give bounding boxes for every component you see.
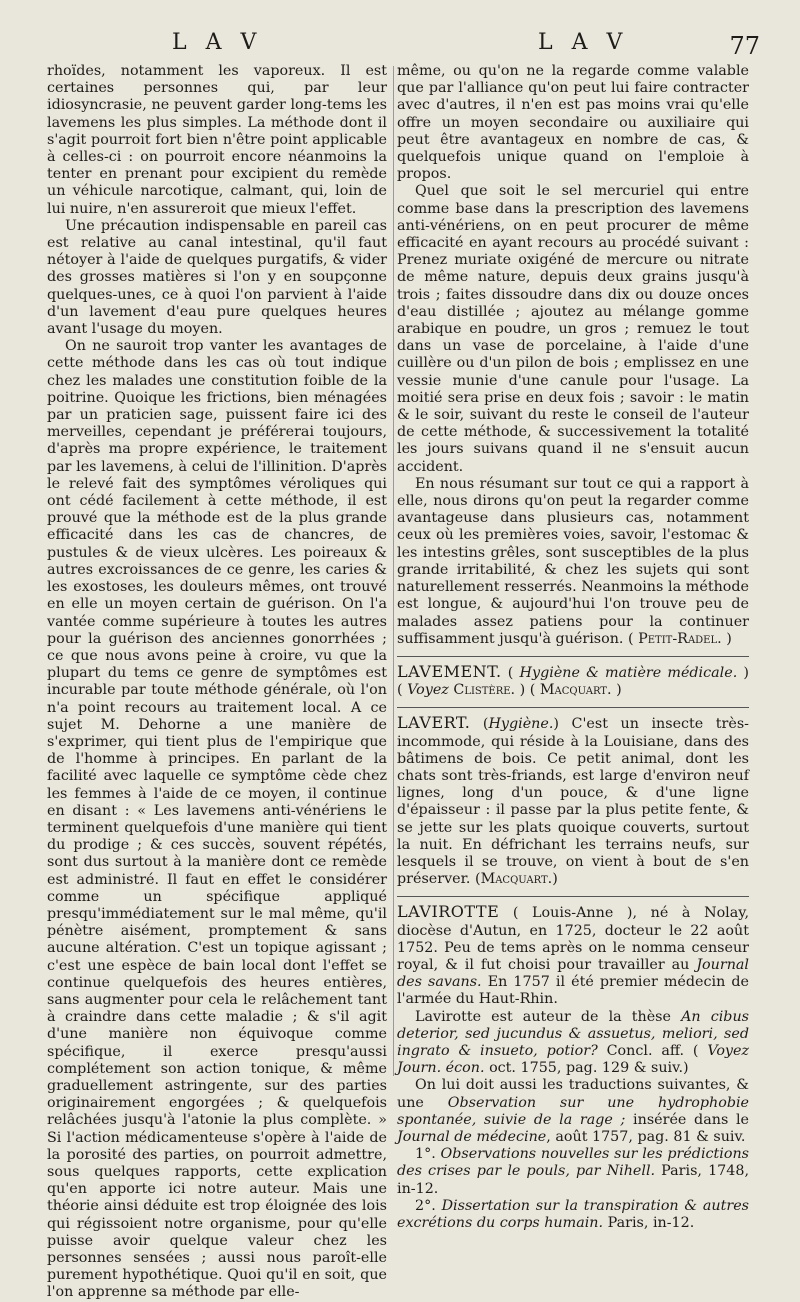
page-number: 77: [729, 32, 760, 60]
left-paragraph: On ne sauroit trop vanter les avantages de cette méthode dans les cas où tout indique chez les malades une constitution foible de la poitrine. Quoique les frictions, bien ménagées par un praticien sage, puissent faire ici des merveilles, cependant je préférerai toujours, d'après ma propre expérience, le traitement par les lavemens, à celui de l'illinition. D'après le relevé fait des symptômes véroliques qui ont cédé facilement à cette méthode, il est prouvé que la méthode est de la plus grande efficacité dans les cas de chancres, de pustules & de vieux ulcères. Les poireaux & autres excroissances de ce genre, les caries & les exostoses, les douleurs mêmes, ont trouvé en elle un moyen certain de guérison. On l'a vantée comme supérieure à toutes les autres pour la guérison des anciennes gonorrhées ; ce que nous avons peine à croire, vu que la plupart du tems ce genre de symptômes est incurable par toute méthode générale, où l'on n'a point recours au traitement local. A ce sujet M. Dehorne a une manière de s'exprimer, qui tient plus de l'empirique que de l'homme à principes. En parlant de la facilité avec laquelle ce symptôme cède chez les femmes à l'aide de ce moyen, il continue en disant : « Les lavemens anti-vénériens le terminent quelquefois d'une manière qui tient du prodige ; & ces succès, souvent répétés, sont dus surtout à la manière dont ce remède est administré. Il faut en effet le considérer comme un spécifique appliqué presqu'immédiatement sur le mal même, qu'il pénètre aisément, promptement & sans aucune altération. C'est un topique agissant ; c'est une espèce de bain local dont l'effet se continue quelquefois des heures entières, sans augmenter pour cela le relâchement tant à craindre dans cette maladie ; & s'il agit d'une manière non équivoque comme spécifique, il exerce presqu'aussi complétement son action tonique, & même graduellement astringente, sur des parties originairement engorgées ; & quelquefois relâchées jusqu'à l'atonie la plus complète. » Si l'action médicamenteuse s'opère à l'aide de la porosité des parties, on pourroit admettre, sous quelques rapports, cette explication qu'en apporte ici notre auteur. Mais une théorie ainsi déduite est trop éloignée des lois qui régissoient notre organisme, pour qu'elle puisse avoir quelque valeur chez les personnes sensées ; aussi nous paroît-elle purement hypothétique. Quoi qu'il en soit, que l'on apprenne sa méthode par elle-: [47, 338, 387, 1301]
author-signature: Petit-Radel.: [638, 630, 722, 647]
work-title: Observations nouvelles sur les prédictions des crises par le pouls, par Nihell.: [397, 1146, 750, 1180]
crossref-voyez: Voyez: [407, 682, 449, 699]
right-paragraph: même, ou qu'on ne la regarde comme valable que par l'alliance qu'on peut lui faire contracter avec d'autres, il n'en est pas moins vrai qu'elle offre un moyen secondaire ou auxiliaire qui peut être avantageux en nombre de cas, & quelquefois unique quand on l'emploie à propos.: [397, 63, 749, 183]
entry-lavert: LAVERT. (Hygiène.) C'est un insecte très-incommode, qui réside à la Louisiane, dans des bâtimens de bois. Ce petit animal, dont les chats sont très-friands, est large d'environ neuf lignes, long d'un pouce, & d'une ligne d'épaisseur : il passe par la plus petite fente, & se jette sur les plats quoique couverts, surtout la nuit. En défrichant les terrains neufs, sur lesquels il se trouve, on vient à bout de s'en préserver. (Macquart.): [397, 713, 750, 888]
crossref-voyez: Voyez Journ. écon.: [397, 1042, 750, 1077]
entry-headword: LAVEMENT.: [397, 661, 502, 681]
right-paragraph: En nous résumant sur tout ce qui a rapport à elle, nous dirons qu'on peut la regarder comme avantageuse dans plusieurs cas, notamment ceux où les premières voies, savoir, l'estomac & les intestins grêles, sont susceptibles de la plus grande irritabilité, & chez les sujets qui sont naturellement resserrés. Neanmoins la méthode est longue, & aujourd'hui l'on trouve peu de malades assez patiens pour la continuer suffisamment jusqu'à guérison. ( Petit-Radel. ): [397, 475, 749, 647]
entry-category: Hygiène & matière médicale.: [519, 664, 738, 681]
running-header: [50, 30, 760, 64]
work-title: Dissertation sur la transpiration & autres excrétions du corps humain.: [397, 1197, 750, 1231]
lavirotte-translations: On lui doit aussi les traductions suivantes, & une Observation sur une hydrophobie spontanée, suivie de la rage ; insérée dans le Journal de médecine, août 1757, pag. 81 & suiv.: [397, 1077, 749, 1145]
entry-rule: [397, 707, 749, 708]
bibliography-item: 2°. Dissertation sur la transpiration & autres excrétions du corps humain. Paris, in-12.: [397, 1197, 750, 1231]
right-paragraph: Quel que soit le sel mercuriel qui entre comme base dans la prescription des lavemens anti-vénériens, on en peut procurer de même efficacité en ayant recours au procédé suivant : Prenez muriate oxigéné de mercure ou nitrate de même nature, depuis deux grains jusqu'à trois ; faites dissoudre dans dix ou douze onces d'eau distillée ; ajoutez au mélange gomme arabique en poudre, un gros ; remuez le tout dans un vase de porcelaine, à l'aide d'une cuillère ou d'un pilon de bois ; emplissez en une vessie munie d'une canule pour l'usage. La moitié sera prise en deux fois ; savoir : le matin & le soir, suivant du reste le conseil de l'auteur de cette méthode, & successivement la totalité les jours suivans quand il ne s'ensuit aucun accident.: [397, 183, 749, 475]
left-column: [47, 63, 387, 1302]
lavirotte-thesis: Lavirotte est auteur de la thèse An cibus deterior, sed jucundus & assuetus, meliori, sed ingrato & insueto, potior? Concl. aff. ( Voyez Journ. écon. oct. 1755, pag. 129 & suiv.): [397, 1008, 750, 1077]
author-signature: Macquart.: [480, 871, 553, 888]
right-column: [397, 63, 749, 1232]
bibliography-item: 1°. Observations nouvelles sur les prédictions des crises par le pouls, par Nihell. Paris, 1748, in-12.: [397, 1146, 750, 1197]
journal-title: Journal de médecine: [397, 1128, 547, 1145]
entry-lavirotte: LAVIROTTE ( Louis-Anne ), né à Nolay, diocèse d'Autun, en 1725, docteur le 22 août 1752. Peu de tems après on le nomma censeur royal, & il fut choisi pour travailler au Journal des savans. En 1757 il été premier médecin de l'armée du Haut-Rhin.: [397, 902, 750, 1008]
entry-headword: LAVIROTTE: [397, 902, 500, 922]
author-signature: Macquart.: [539, 682, 612, 699]
left-paragraph: Une précaution indispensable en pareil cas est relative au canal intestinal, qu'il faut nétoyer à l'aide de quelques purgatifs, & vider des grosses matières si l'on y en soupçonne quelques-unes, ce à quoi l'on parvient à l'aide d'un lavement d'eau pure quelques heures avant l'usage du moyen.: [47, 217, 387, 338]
column-divider: [393, 66, 394, 1076]
observation-title: Observation sur une hydrophobie spontanée, suivie de la rage ;: [397, 1094, 749, 1128]
left-running-head: L A V: [172, 30, 263, 55]
entry-lavement: LAVEMENT. ( Hygiène & matière médicale. ) ( Voyez Clistère. ) ( Macquart. ): [397, 661, 749, 699]
entry-rule: [397, 896, 749, 897]
left-paragraph: rhoïdes, notamment les vaporeux. Il est certaines personnes qui, par leur idiosyncrasie, ne peuvent garder long-tems les lavemens les plus simples. La méthode dont il s'agit pourroit fort bien n'être point applicable à celles-ci : on pourroit encore néanmoins la tenter en prenant pour excipient du remède un véhicule narcotique, calmant, qui, loin de lui nuire, n'en assureroit que mieux l'effet.: [47, 63, 387, 217]
entry-headword: LAVERT.: [397, 713, 471, 733]
right-running-head: L A V: [538, 30, 629, 55]
crossref-target: Clistère.: [453, 682, 516, 699]
journal-title: Journal des savans.: [397, 956, 749, 991]
entry-rule: [397, 656, 749, 657]
entry-category: Hygiène.: [488, 716, 554, 733]
thesis-title: An cibus deterior, sed jucundus & assuetus, meliori, sed ingrato & insueto, potior?: [397, 1008, 749, 1059]
